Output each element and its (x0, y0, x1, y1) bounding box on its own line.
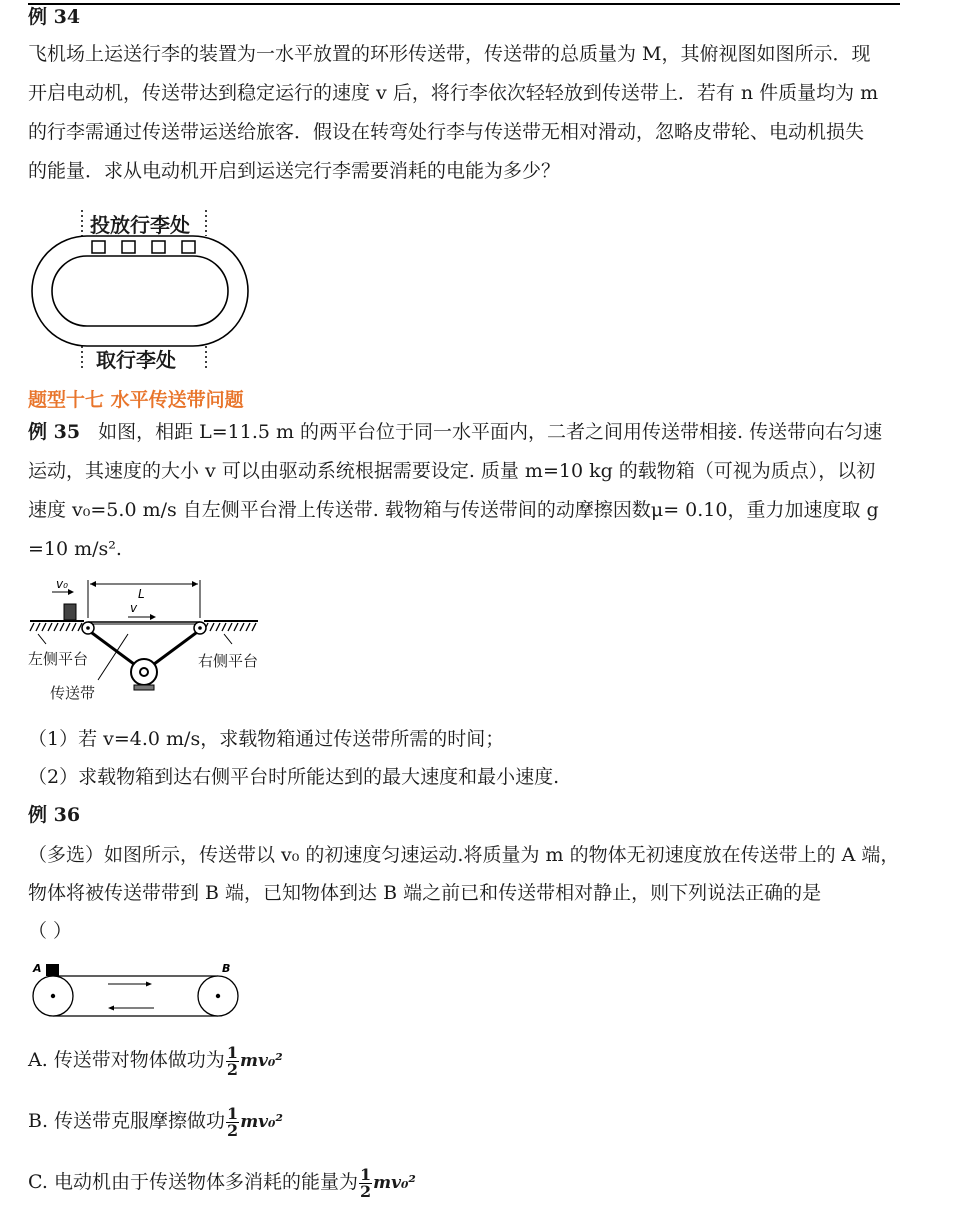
option-b (28, 1103, 283, 1140)
option-c (28, 1164, 416, 1201)
section-heading: 题型十七 水平传送带问题 (28, 389, 244, 411)
example-36-line-1: （多选）如图所示，传送带以 v₀ 的初速度匀速运动.将质量为 m 的物体无初速度放在传送带上的 A 端， (28, 844, 900, 866)
option-a-num: 1 (226, 1042, 238, 1062)
belt-ab-figure (28, 958, 248, 1024)
option-c-label: C. 电动机由于传送物体多消耗的能量为 (28, 1171, 358, 1193)
example-34-line-1: 飞机场上运送行李的装置为一水平放置的环形传送带，传送带的总质量为 M，其俯视图如图所示．现 (28, 43, 871, 65)
v0-label: v₀ (56, 577, 68, 591)
example-36-line-3: （ ） (28, 920, 73, 942)
pick-up-label: 取行李处 (96, 348, 176, 372)
example-34-line-4: 的能量．求从电动机开启到运送完行李需要消耗的电能为多少？ (28, 160, 561, 182)
luggage-box-4 (182, 241, 195, 253)
example-35-text-1: 如图，相距 L=11.5 m 的两平台位于同一水平面内，二者之间用传送带相接. 传送带向右匀速 (98, 421, 883, 443)
option-a (28, 1042, 283, 1079)
example-35-title: 例 35 (28, 421, 81, 443)
option-b-den: 2 (227, 1120, 239, 1140)
option-c-fraction (359, 1164, 372, 1201)
belt-label: 传送带 (50, 684, 96, 702)
luggage-box-1 (92, 241, 105, 253)
example-35-line-2: 运动，其速度的大小 v 可以由驱动系统根据需要设定. 质量 m=10 kg 的载物箱（可视为质点），以初 (28, 460, 876, 482)
L-label: L (138, 587, 145, 601)
example-34-line-3: 的行李需通过传送带运送给旅客．假设在转弯处行李与传送带无相对滑动，忽略皮带轮、电动机损失 (28, 121, 865, 143)
option-b-expr: mv₀² (240, 1112, 283, 1132)
left-platform-label: 左侧平台 (28, 650, 89, 668)
example-35-line-3: 速度 v₀=5.0 m/s 自左侧平台滑上传送带. 载物箱与传送带间的动摩擦因数μ= 0.10，重力加速度取 g (28, 499, 879, 521)
luggage-box-2 (122, 241, 135, 253)
option-c-num: 1 (359, 1164, 372, 1184)
option-c-expr: mv₀² (373, 1173, 416, 1193)
question-1: （1）若 v=4.0 m/s，求载物箱通过传送带所需的时间； (28, 728, 505, 750)
right-platform-label: 右侧平台 (198, 652, 259, 670)
example-36-title: 例 36 (28, 804, 81, 826)
option-a-expr: mv₀² (239, 1051, 283, 1071)
example-34-title: 例 34 (28, 6, 81, 28)
option-a-fraction (226, 1042, 239, 1079)
question-2: （2）求载物箱到达右侧平台时所能达到的最大速度和最小速度. (28, 766, 560, 788)
v-label: v (130, 601, 138, 615)
example-36-line-2: 物体将被传送带带到 B 端，已知物体到达 B 端之前已和传送带相对静止，则下列说法正确的是 (28, 882, 822, 904)
option-a-den: 2 (226, 1059, 238, 1079)
example-35-line-1 (28, 419, 882, 445)
option-b-label: B. 传送带克服摩擦做功 (28, 1110, 226, 1132)
A-label: A (33, 962, 42, 975)
top-rule (28, 3, 900, 5)
option-a-label: A. 传送带对物体做功为 (28, 1049, 225, 1071)
object-block (46, 964, 59, 976)
cargo-box (64, 604, 76, 620)
example-34-line-2: 开启电动机，传送带达到稳定运行的速度 v 后，将行李依次轻轻放到传送带上．若有 n 件质量均为 m (28, 82, 879, 104)
luggage-box-3 (152, 241, 165, 253)
option-c-den: 2 (359, 1181, 372, 1201)
option-b-num: 1 (227, 1103, 239, 1123)
drop-off-label: 投放行李处 (90, 213, 190, 237)
option-b-fraction (226, 1103, 239, 1140)
B-label: B (222, 962, 231, 975)
example-35-line-4: =10 m/s². (28, 538, 122, 560)
